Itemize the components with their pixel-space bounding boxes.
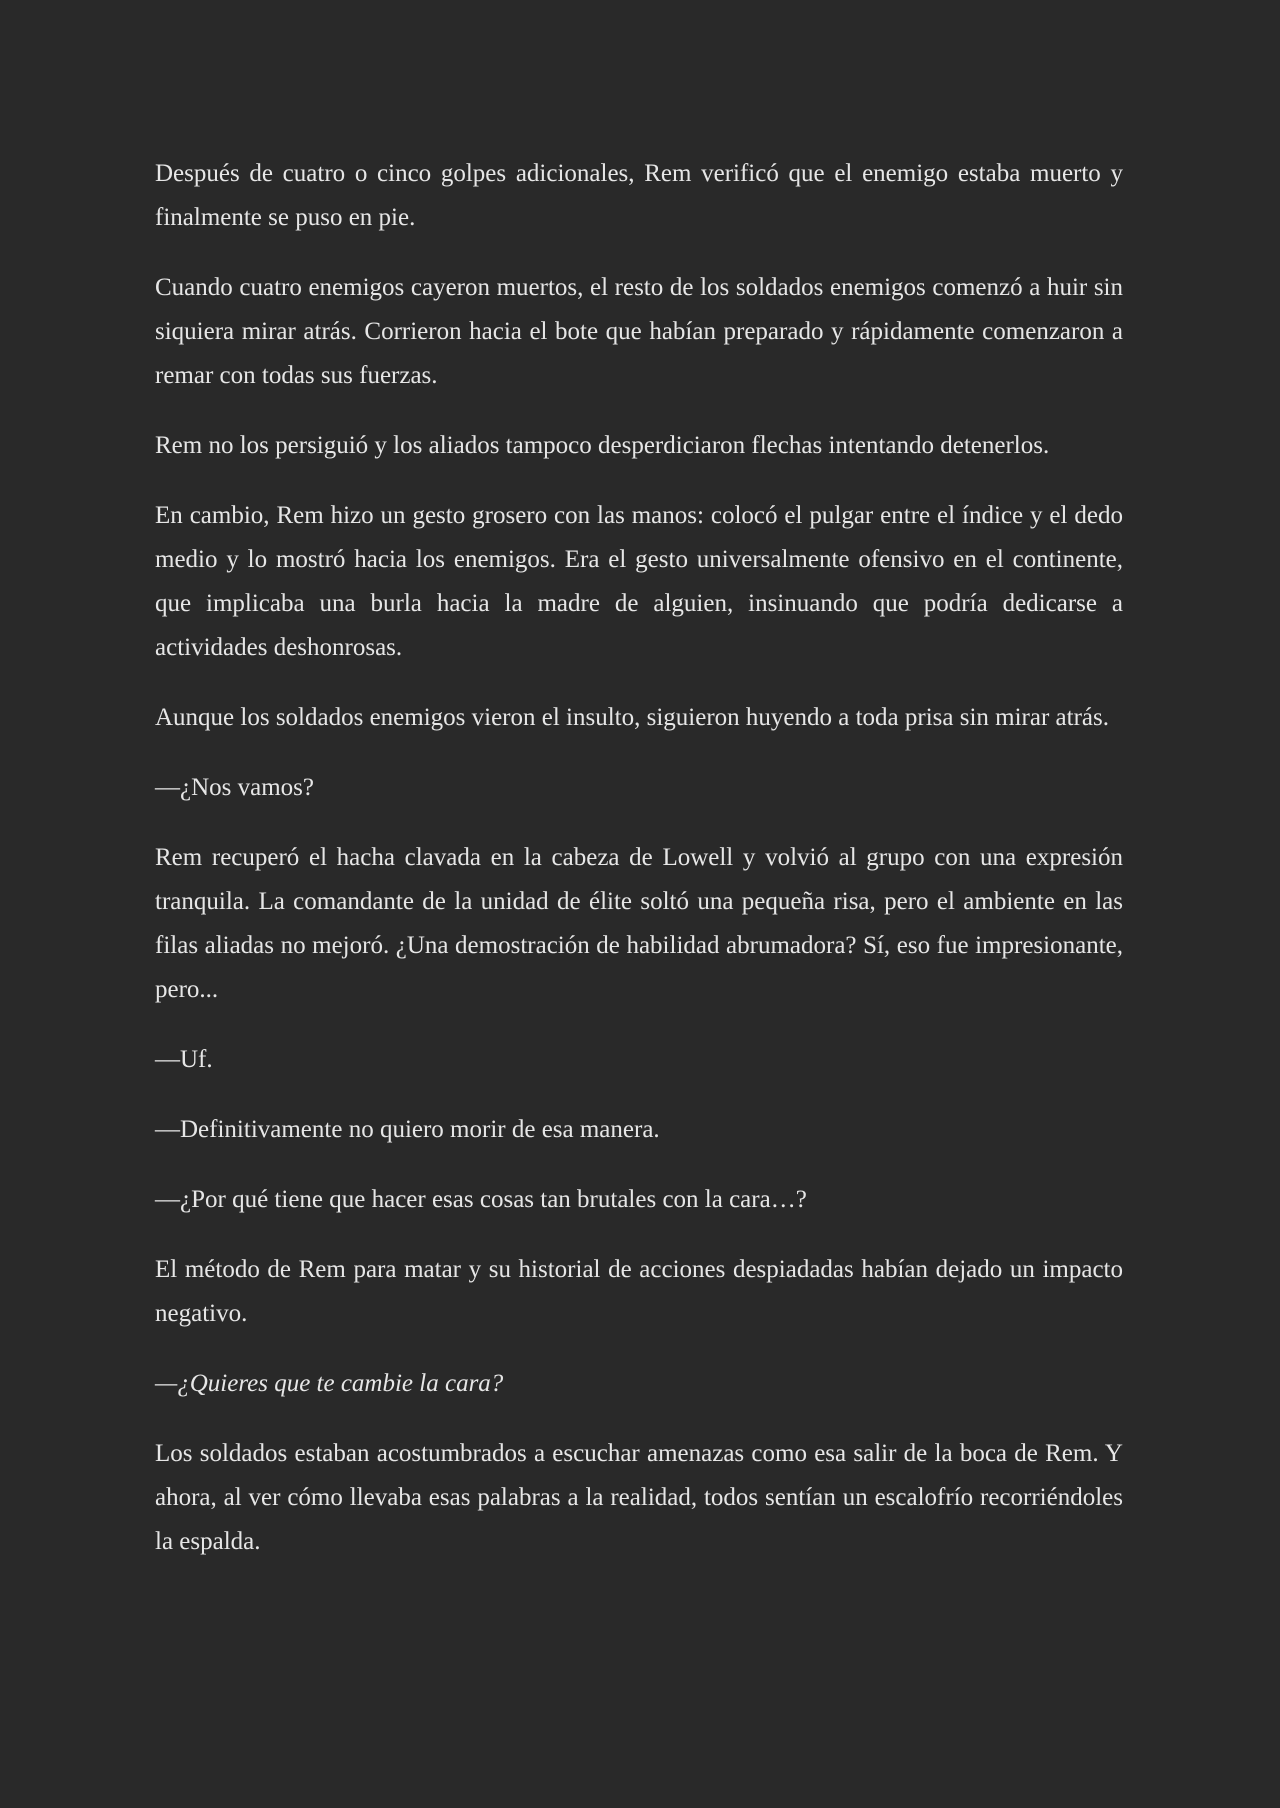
paragraph: En cambio, Rem hizo un gesto grosero con las manos: colocó el pulgar entre el índice y el dedo medio y lo mostró hacia los enemigos. Era el gesto universalmente ofensivo en el continente, que implicaba una burla hacia la madre de alguien, insinuando que podría dedicarse a actividades deshonrosas. — [155, 502, 1123, 661]
italic-dialogue-line: —¿Quieres que te cambie la cara? — [155, 1370, 504, 1397]
dialogue-line: —¿Por qué tiene que hacer esas cosas tan brutales con la cara…? — [155, 1186, 807, 1213]
paragraph: Aunque los soldados enemigos vieron el insulto, siguieron huyendo a toda prisa sin mirar atrás. — [155, 704, 1109, 731]
paragraph: Después de cuatro o cinco golpes adicionales, Rem verificó que el enemigo estaba muerto y finalmente se puso en pie. — [155, 160, 1123, 231]
dialogue-line: —Definitivamente no quiero morir de esa manera. — [155, 1116, 660, 1143]
paragraph: Rem recuperó el hacha clavada en la cabeza de Lowell y volvió al grupo con una expresión tranquila. La comandante de la unidad de élite soltó una pequeña risa, pero el ambiente en las filas aliadas no mejoró. ¿Una demostración de habilidad abrumadora? Sí, eso fue impresionante, pero... — [155, 844, 1123, 1003]
dialogue-line: —Uf. — [155, 1046, 213, 1073]
paragraph: Rem no los persiguió y los aliados tampoco desperdiciaron flechas intentando detenerlos. — [155, 432, 1050, 459]
dialogue-line: —¿Nos vamos? — [155, 774, 314, 801]
paragraph: El método de Rem para matar y su historial de acciones despiadadas habían dejado un impacto negativo. — [155, 1256, 1123, 1327]
paragraph: Cuando cuatro enemigos cayeron muertos, el resto de los soldados enemigos comenzó a huir sin siquiera mirar atrás. Corrieron hacia el bote que habían preparado y rápidamente comenzaron a remar con todas sus fuerzas. — [155, 274, 1123, 389]
reading-page — [155, 152, 1123, 1590]
paragraph: Los soldados estaban acostumbrados a escuchar amenazas como esa salir de la boca de Rem. Y ahora, al ver cómo llevaba esas palabras a la realidad, todos sentían un escalofrío recorriéndoles la espalda. — [155, 1440, 1123, 1555]
